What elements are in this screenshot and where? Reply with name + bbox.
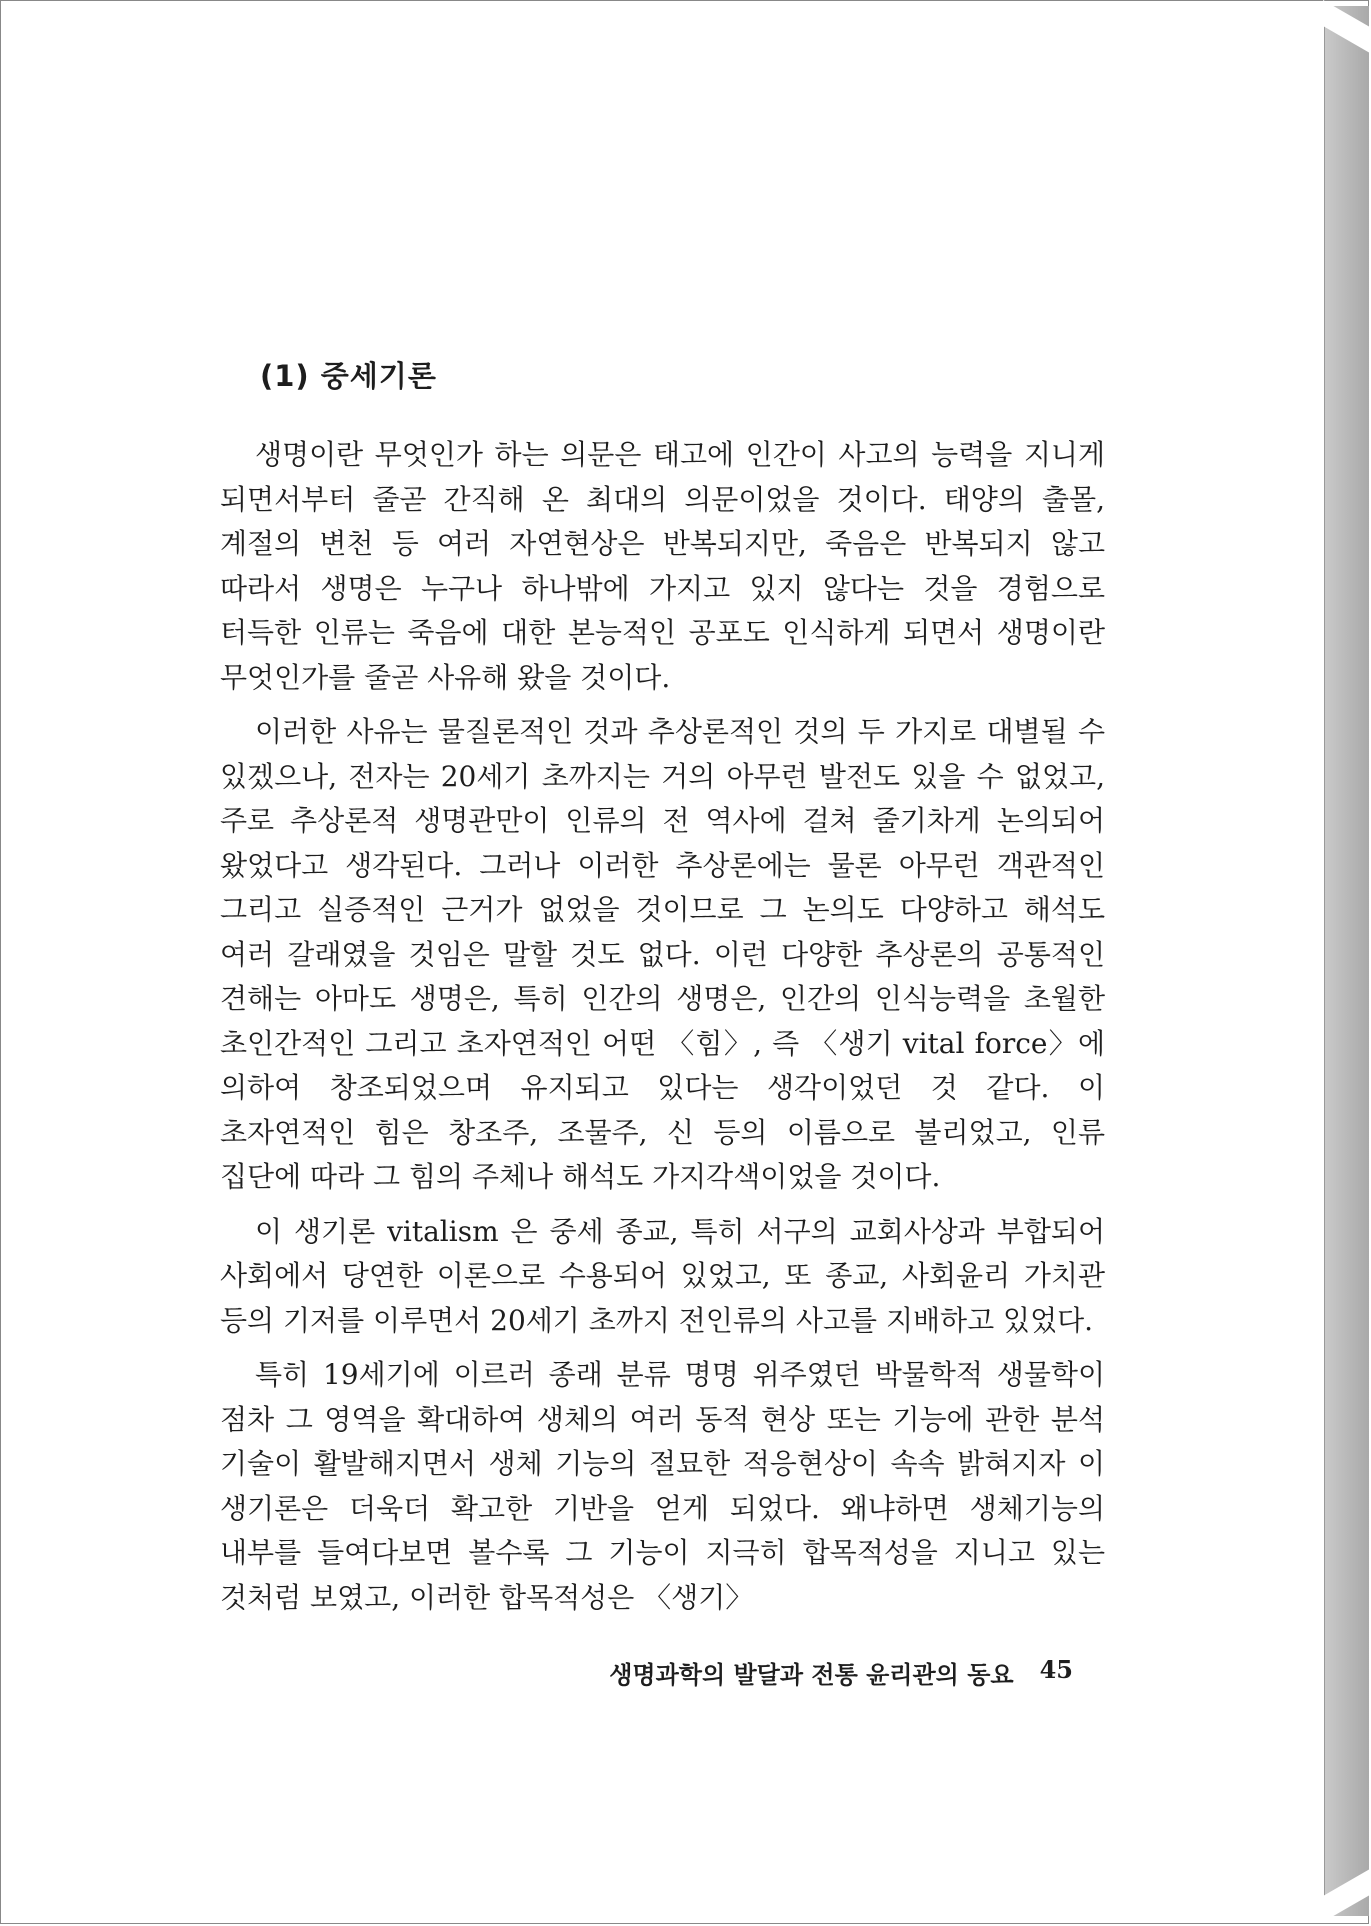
running-title: 생명과학의 발달과 전통 윤리관의 동요 (609, 1660, 1014, 1689)
book-page (3, 3, 1321, 1919)
page-number: 45 (1039, 1655, 1073, 1684)
paragraph: 생명이란 무엇인가 하는 의문은 태고에 인간이 사고의 능력을 지니게 되면서부터 줄곧 간직해 온 최대의 의문이었을 것이다. 태양의 출몰, 계절의 변천 등 여러 자연현상은 반복되지만, 죽음은 반복되지 않고 따라서 생명은 누구나 하나밖에 가지고 있지 않다는 것을 경험으로 터득한 인류는 죽음에 대한 본능적인 공포도 인식하게 되면서 생명이란 무엇인가를 줄곧 사유해 왔을 것이다. (220, 438, 1105, 694)
page-edge-shadow (1324, 6, 1369, 1916)
page-footer (563, 1655, 1073, 1690)
body-text (220, 433, 1105, 1630)
paragraph: 이러한 사유는 물질론적인 것과 추상론적인 것의 두 가지로 대별될 수 있겠으나, 전자는 20세기 초까지는 거의 아무런 발전도 있을 수 없었고, 주로 추상론적 생명관만이 인류의 전 역사에 걸쳐 줄기차게 논의되어 왔었다고 생각된다. 그러나 이러한 추상론에는 물론 아무런 객관적인 그리고 실증적인 근거가 없었을 것이므로 그 논의도 다양하고 해석도 여러 갈래였을 것임은 말할 것도 없다. 이런 다양한 추상론의 공통적인 견해는 아마도 생명은, 특히 인간의 생명은, 인간의 인식능력을 초월한 초인간적인 그리고 초자연적인 어떤 〈힘〉, 즉 〈생기 vital force〉에 의하여 창조되었으며 유지되고 있다는 생각이었던 것 같다. 이 초자연적인 힘은 창조주, 조물주, 신 등의 이름으로 불리었고, 인류 집단에 따라 그 힘의 주체나 해석도 가지각색이었을 것이다. (220, 715, 1105, 1193)
section-heading: (1) 중세기론 (260, 359, 437, 393)
paragraph: 이 생기론 vitalism 은 중세 종교, 특히 서구의 교회사상과 부합되어 사회에서 당연한 이론으로 수용되어 있었고, 또 종교, 사회윤리 가치관 등의 기저를 이루면서 20세기 초까지 전인류의 사고를 지배하고 있었다. (220, 1214, 1105, 1337)
paragraph: 특히 19세기에 이르러 종래 분류 명명 위주였던 박물학적 생물학이 점차 그 영역을 확대하여 생체의 여러 동적 현상 또는 기능에 관한 분석 기술이 활발해지면서 생체 기능의 절묘한 적응현상이 속속 밝혀지자 이 생기론은 더욱더 확고한 기반을 얻게 되었다. 왜냐하면 생체기능의 내부를 들여다보면 볼수록 그 기능이 지극히 합목적성을 지니고 있는 것처럼 보였고, 이러한 합목적성은 〈생기〉 (220, 1358, 1105, 1614)
